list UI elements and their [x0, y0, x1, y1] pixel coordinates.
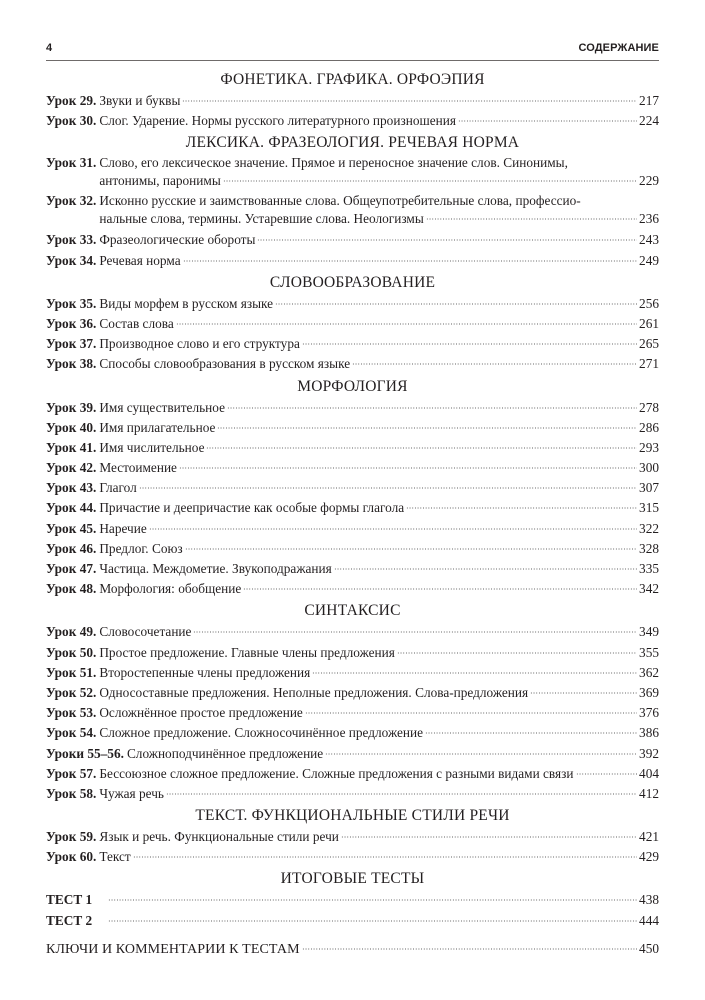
toc-entry[interactable] — [46, 559, 659, 579]
entry-title: Виды морфем в русском языке — [99, 295, 274, 311]
dot-leader — [305, 712, 637, 714]
entry-label: Урок 40. — [46, 419, 97, 435]
dot-leader — [133, 856, 637, 858]
entry-page: 412 — [639, 785, 659, 801]
entry-page: 261 — [639, 315, 659, 331]
entry-page: 224 — [639, 113, 659, 129]
entry-title: Бессоюзное сложное предложение. Сложные предложения с разными видами связи — [99, 765, 574, 781]
toc-entry[interactable] — [46, 847, 659, 867]
dot-leader — [183, 260, 637, 262]
entry-title-line2: нальные слова, термины. Устаревшие слова. Неологизмы — [99, 211, 424, 227]
toc-entry[interactable] — [46, 418, 659, 438]
dot-leader — [257, 239, 637, 241]
entry-title: Второстепенные члены предложения — [99, 664, 311, 680]
dot-leader — [341, 836, 637, 838]
entry-title: Речевая норма — [99, 252, 181, 268]
entry-title: Наречие — [99, 520, 147, 536]
toc-entry[interactable] — [46, 398, 659, 418]
entry-title: Сложноподчинённое предложение — [126, 745, 324, 761]
entry-label: Урок 46. — [46, 540, 97, 556]
toc-entry[interactable] — [46, 438, 659, 458]
entry-label: Урок 53. — [46, 705, 97, 721]
entry-label: Урок 33. — [46, 232, 97, 248]
toc-entry[interactable] — [46, 91, 659, 111]
entry-page: 376 — [639, 705, 659, 721]
toc-entry[interactable] — [46, 784, 659, 804]
section-title-phonetics: ФОНЕТИКА. ГРАФИКА. ОРФОЭПИЯ — [220, 71, 485, 88]
entry-title: Чужая речь — [99, 785, 164, 801]
entry-page: 293 — [639, 439, 659, 455]
dot-leader — [458, 120, 637, 122]
entry-page: 392 — [639, 745, 659, 761]
toc-entry[interactable] — [46, 458, 659, 478]
entry-page: 355 — [639, 644, 659, 660]
dot-leader — [108, 920, 637, 922]
entry-label: Урок 30. — [46, 113, 97, 129]
header-rule — [46, 60, 659, 61]
entry-page: 450 — [639, 940, 659, 956]
toc-entry[interactable] — [46, 622, 659, 642]
section-title-syntax: СИНТАКСИС — [304, 602, 401, 620]
entry-title: Словосочетание — [99, 624, 192, 640]
toc-entry[interactable] — [46, 663, 659, 683]
entry-title: Звуки и буквы — [99, 93, 181, 108]
entry-page: 315 — [639, 500, 659, 516]
entry-page: 236 — [639, 211, 659, 227]
entry-title-line1: Слово, его лексическое значение. Прямое и переносное значение слов. Синонимы, — [99, 155, 568, 171]
toc-entry[interactable] — [46, 354, 659, 374]
dot-leader — [425, 732, 637, 734]
entry-title: Фразеологические обороты — [99, 232, 256, 248]
dot-leader — [139, 487, 637, 489]
entry-label: Урок 34. — [46, 252, 97, 268]
entry-label: Урок 42. — [46, 460, 97, 476]
entry-page: 369 — [639, 684, 659, 700]
entry-label: Урок 59. — [46, 829, 97, 845]
entry-label: ТЕСТ 1 — [46, 892, 93, 908]
entry-label: Урок 48. — [46, 581, 97, 597]
entry-page: 386 — [639, 725, 659, 741]
section-title-word-formation: СЛОВООБРАЗОВАНИЕ — [269, 273, 436, 291]
toc-entry[interactable] — [46, 294, 659, 314]
entry-title: Простое предложение. Главные члены предложения — [99, 644, 395, 660]
dot-leader — [334, 568, 637, 570]
entry-label: Урок 51. — [46, 664, 97, 680]
entry-label: Урок 60. — [46, 849, 97, 865]
toc-entry-test[interactable] — [46, 890, 659, 910]
toc-entry[interactable] — [46, 744, 659, 764]
running-head — [46, 42, 659, 60]
entry-page: 286 — [639, 419, 659, 435]
entry-page: 335 — [639, 561, 659, 576]
entry-label: Урок 57. — [46, 765, 97, 781]
entry-page: 444 — [639, 912, 659, 928]
toc-entry[interactable] — [46, 154, 659, 190]
entry-label: Урок 39. — [46, 399, 97, 415]
entry-label: Урок 29. — [46, 93, 97, 108]
entry-title: Сложное предложение. Сложносочинённое предложение — [99, 725, 424, 741]
dot-leader — [426, 218, 637, 220]
entry-title-line2: антонимы, паронимы — [99, 173, 221, 189]
toc-entry[interactable] — [46, 827, 659, 847]
toc-entry[interactable] — [46, 579, 659, 599]
section-title-morphology: МОРФОЛОГИЯ — [297, 377, 408, 395]
dot-leader — [223, 180, 637, 182]
entry-title: Частица. Междометие. Звукоподражания — [99, 561, 332, 576]
dot-leader — [227, 407, 637, 409]
entry-page: 243 — [639, 232, 659, 248]
entry-page: 404 — [639, 765, 659, 781]
dot-leader — [193, 631, 637, 633]
entry-page: 328 — [639, 540, 659, 556]
entry-label: Урок 49. — [46, 624, 97, 640]
entry-page: 322 — [639, 520, 659, 536]
dot-leader — [182, 100, 637, 102]
entry-page: 229 — [639, 173, 659, 189]
section-title-text-styles: ТЕКСТ. ФУНКЦИОНАЛЬНЫЕ СТИЛИ РЕЧИ — [195, 807, 510, 825]
dot-leader — [217, 427, 637, 429]
entry-title: Текст — [99, 849, 131, 865]
entry-title: Осложнённое простое предложение — [99, 705, 303, 721]
entry-label: Урок 44. — [46, 500, 97, 516]
entry-label: Урок 31. — [46, 155, 97, 171]
entry-title: Состав слова — [99, 315, 174, 331]
toc-entry[interactable] — [46, 643, 659, 663]
toc-entry[interactable] — [46, 683, 659, 703]
entry-page: 249 — [639, 252, 659, 268]
entry-page: 265 — [639, 336, 659, 352]
entry-title: Предлог. Союз — [99, 540, 183, 556]
entry-title: Причастие и деепричастие как особые формы глагола — [99, 500, 405, 516]
running-title: СОДЕРЖАНИЕ — [578, 42, 659, 54]
toc-entry[interactable] — [46, 478, 659, 498]
table-of-contents — [46, 68, 659, 959]
entry-title: Язык и речь. Функциональные стили речи — [99, 829, 339, 845]
toc-entry[interactable] — [46, 539, 659, 559]
page-number: 4 — [46, 42, 53, 54]
entry-title: Местоимение — [99, 460, 177, 476]
dot-leader — [149, 528, 637, 530]
entry-page: 421 — [639, 829, 659, 845]
toc-entry[interactable] — [46, 192, 659, 228]
toc-entry-test[interactable] — [46, 911, 659, 931]
toc-entry[interactable] — [46, 703, 659, 723]
entry-page: 362 — [639, 664, 659, 680]
entry-label: Урок 47. — [46, 561, 97, 576]
entry-page: 349 — [639, 624, 659, 640]
toc-entry[interactable] — [46, 723, 659, 743]
entry-label: Урок 32. — [46, 193, 97, 209]
dot-leader — [108, 899, 637, 901]
entry-label: Уроки 55–56. — [46, 745, 124, 761]
entry-page: 217 — [639, 93, 659, 108]
toc-entry[interactable] — [46, 314, 659, 334]
entry-label: Урок 45. — [46, 520, 97, 536]
entry-title: Производное слово и его структура — [99, 336, 300, 352]
dot-leader — [166, 793, 637, 795]
entry-title: Слог. Ударение. Нормы русского литературного произношения — [99, 113, 456, 129]
entry-title: Имя прилагательное — [99, 419, 216, 435]
entry-title: Морфология: обобщение — [99, 581, 242, 597]
entry-page: 256 — [639, 295, 659, 311]
entry-title: Глагол — [99, 480, 137, 496]
toc-entry[interactable] — [46, 230, 659, 250]
section-title-lexics: ЛЕКСИКА. ФРАЗЕОЛОГИЯ. РЕЧЕВАЯ НОРМА — [185, 134, 520, 152]
entry-label: Урок 36. — [46, 315, 97, 331]
dot-leader — [406, 507, 637, 509]
dot-leader — [275, 303, 637, 305]
toc-entry-keys[interactable] — [46, 939, 659, 959]
entry-label: Урок 35. — [46, 295, 97, 311]
entry-label: ТЕСТ 2 — [46, 912, 93, 928]
entry-label: Урок 52. — [46, 684, 97, 700]
section-title-final-tests: ИТОГОВЫЕ ТЕСТЫ — [280, 870, 425, 888]
dot-leader — [302, 343, 637, 345]
entry-page: 271 — [639, 356, 659, 372]
entry-label: Урок 58. — [46, 785, 97, 801]
entry-title: Односоставные предложения. Неполные предложения. Слова-предложения — [99, 684, 529, 700]
dot-leader — [576, 773, 637, 775]
entry-title-line1: Исконно русские и заимствованные слова. Общеупотребительные слова, профессио- — [99, 193, 581, 209]
toc-entry[interactable] — [46, 498, 659, 518]
entry-label: Урок 43. — [46, 480, 97, 496]
entry-label: Урок 37. — [46, 336, 97, 352]
entry-page: 438 — [639, 892, 659, 908]
dot-leader — [530, 692, 637, 694]
dot-leader — [302, 948, 637, 950]
toc-entry[interactable] — [46, 111, 659, 131]
entry-page: 342 — [639, 581, 659, 597]
entry-title: Имя числительное — [99, 439, 205, 455]
entry-title: Способы словообразования в русском языке — [99, 356, 351, 372]
entry-label: Урок 41. — [46, 439, 97, 455]
toc-entry[interactable] — [46, 334, 659, 354]
entry-label: Урок 38. — [46, 356, 97, 372]
entry-label: Урок 54. — [46, 725, 97, 741]
entry-page: 429 — [639, 849, 659, 865]
dot-leader — [185, 548, 637, 550]
dot-leader — [352, 363, 637, 365]
dot-leader — [206, 447, 637, 449]
entry-page: 300 — [639, 460, 659, 476]
dot-leader — [312, 672, 637, 674]
dot-leader — [243, 588, 637, 590]
dot-leader — [325, 753, 637, 755]
dot-leader — [397, 652, 637, 654]
entry-page: 307 — [639, 480, 659, 496]
toc-entry[interactable] — [46, 764, 659, 784]
entry-title: КЛЮЧИ И КОММЕНТАРИИ К ТЕСТАМ — [46, 941, 300, 957]
toc-entry[interactable] — [46, 251, 659, 271]
dot-leader — [179, 467, 637, 469]
entry-page: 278 — [639, 399, 659, 415]
toc-entry[interactable] — [46, 519, 659, 539]
entry-label: Урок 50. — [46, 644, 97, 660]
dot-leader — [176, 323, 637, 325]
entry-title: Имя существительное — [99, 399, 225, 415]
